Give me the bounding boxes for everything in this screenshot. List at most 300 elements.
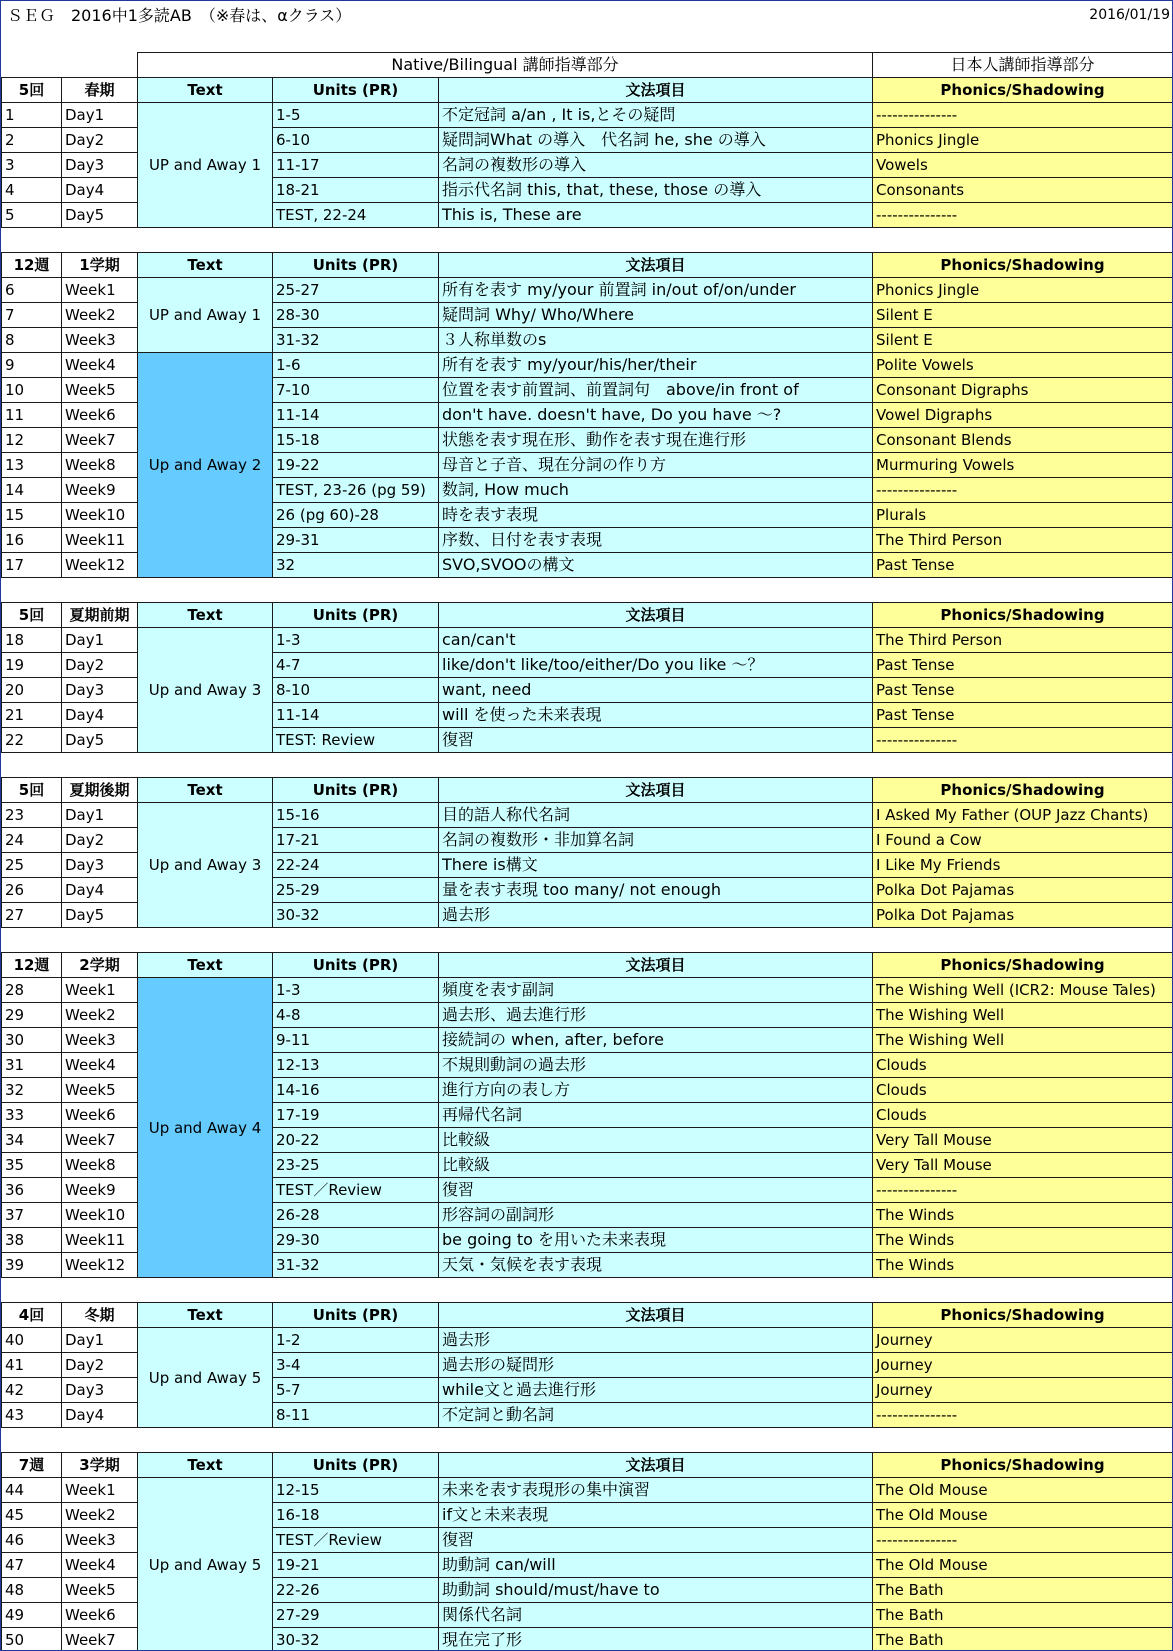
row-units: 11-14 [273,403,439,428]
row-day: Day2 [62,653,138,678]
row-number: 47 [2,1553,62,1578]
row-units: 11-17 [273,153,439,178]
row-day: Week11 [62,1228,138,1253]
row-phonics: The Third Person [873,628,1173,653]
header-phonics: Phonics/Shadowing [873,253,1173,278]
row-day: Day3 [62,1378,138,1403]
row-grammar: don't have. doesn't have, Do you have ～? [439,403,873,428]
row-day: Week5 [62,1078,138,1103]
row-number: 49 [2,1603,62,1628]
spacer-row [2,928,1173,953]
header-text: Text [138,603,273,628]
row-day: Day5 [62,903,138,928]
header-units: Units (PR) [273,78,439,103]
row-units: 18-21 [273,178,439,203]
row-phonics: Clouds [873,1103,1173,1128]
row-grammar: 位置を表す前置詞、前置詞句 above/in front of [439,378,873,403]
row-phonics: I Like My Friends [873,853,1173,878]
row-day: Week7 [62,1628,138,1651]
row-units: 3-4 [273,1353,439,1378]
row-number: 5 [2,203,62,228]
row-units: 19-21 [273,1553,439,1578]
row-grammar: This is, These are [439,203,873,228]
section-term: 2学期 [62,953,138,978]
row-number: 25 [2,853,62,878]
row-phonics: Past Tense [873,553,1173,578]
row-grammar: while文と過去進行形 [439,1378,873,1403]
row-units: 1-3 [273,978,439,1003]
row-grammar: ３人称単数のs [439,328,873,353]
row-phonics: --------------- [873,728,1173,753]
row-grammar: 過去形の疑問形 [439,1353,873,1378]
row-units: 15-16 [273,803,439,828]
row-number: 6 [2,278,62,303]
row-units: TEST: Review [273,728,439,753]
textbook-cell: Up and Away 2 [138,353,273,578]
textbook-cell: UP and Away 1 [138,278,273,353]
row-day: Day2 [62,828,138,853]
row-phonics: Vowel Digraphs [873,403,1173,428]
row-grammar: 助動詞 can/will [439,1553,873,1578]
row-units: 8-10 [273,678,439,703]
row-grammar: 接続詞の when, after, before [439,1028,873,1053]
row-grammar: 時を表す表現 [439,503,873,528]
row-number: 39 [2,1253,62,1278]
row-day: Week8 [62,1153,138,1178]
section-header-row [2,603,1173,628]
row-grammar: 進行方向の表し方 [439,1078,873,1103]
row-units: 29-31 [273,528,439,553]
row-phonics: --------------- [873,1528,1173,1553]
row-units: TEST／Review [273,1178,439,1203]
japanese-banner: 日本人講師指導部分 [873,53,1173,78]
row-number: 3 [2,153,62,178]
row-number: 32 [2,1078,62,1103]
row-phonics: The Third Person [873,528,1173,553]
row-phonics: The Old Mouse [873,1553,1173,1578]
row-number: 46 [2,1528,62,1553]
row-units: 31-32 [273,1253,439,1278]
textbook-cell: Up and Away 5 [138,1328,273,1428]
row-day: Day1 [62,1328,138,1353]
section-header-row [2,778,1173,803]
row-day: Week3 [62,328,138,353]
row-day: Day4 [62,878,138,903]
row-phonics: Past Tense [873,653,1173,678]
row-phonics: The Old Mouse [873,1478,1173,1503]
spacer-row [2,28,1173,53]
spacer-row [2,578,1173,603]
header-phonics: Phonics/Shadowing [873,1303,1173,1328]
row-number: 9 [2,353,62,378]
section-count: 5回 [2,603,62,628]
row-day: Day4 [62,178,138,203]
row-units: 14-16 [273,1078,439,1103]
section-header-row [2,953,1173,978]
row-day: Week12 [62,1253,138,1278]
row-day: Week8 [62,453,138,478]
row-phonics: Murmuring Vowels [873,453,1173,478]
row-grammar: 疑問詞What の導入 代名詞 he, she の導入 [439,128,873,153]
row-number: 27 [2,903,62,928]
row-grammar: 未来を表す表現形の集中演習 [439,1478,873,1503]
row-phonics: --------------- [873,478,1173,503]
row-number: 24 [2,828,62,853]
row-grammar: 数詞, How much [439,478,873,503]
row-day: Week4 [62,353,138,378]
row-phonics: I Asked My Father (OUP Jazz Chants) [873,803,1173,828]
section-term: 1学期 [62,253,138,278]
row-grammar: SVO,SVOOの構文 [439,553,873,578]
row-phonics: The Winds [873,1253,1173,1278]
section-count: 7週 [2,1453,62,1478]
table-row [2,278,1173,303]
header-phonics: Phonics/Shadowing [873,78,1173,103]
row-phonics: The Winds [873,1203,1173,1228]
row-number: 28 [2,978,62,1003]
row-number: 19 [2,653,62,678]
row-units: 26-28 [273,1203,439,1228]
row-grammar: 復習 [439,728,873,753]
row-units: 30-32 [273,903,439,928]
row-day: Day4 [62,1403,138,1428]
row-number: 8 [2,328,62,353]
row-grammar: will を使った未来表現 [439,703,873,728]
row-grammar: 所有を表す my/your/his/her/their [439,353,873,378]
row-units: 17-21 [273,828,439,853]
row-number: 21 [2,703,62,728]
row-day: Day5 [62,203,138,228]
banner-row [2,53,1173,78]
row-number: 50 [2,1628,62,1651]
section-count: 12週 [2,953,62,978]
row-number: 30 [2,1028,62,1053]
row-phonics: The Old Mouse [873,1503,1173,1528]
row-grammar: 過去形 [439,903,873,928]
row-phonics: Polka Dot Pajamas [873,903,1173,928]
row-number: 15 [2,503,62,528]
row-units: 31-32 [273,328,439,353]
row-units: 25-29 [273,878,439,903]
section-header-row [2,253,1173,278]
row-day: Week5 [62,378,138,403]
row-phonics: Clouds [873,1078,1173,1103]
row-grammar: 目的語人称代名詞 [439,803,873,828]
row-grammar: 指示代名詞 this, that, these, those の導入 [439,178,873,203]
table-row [2,103,1173,128]
header-units: Units (PR) [273,603,439,628]
row-number: 34 [2,1128,62,1153]
row-units: 15-18 [273,428,439,453]
row-day: Week2 [62,1503,138,1528]
row-phonics: The Wishing Well [873,1003,1173,1028]
row-grammar: 関係代名詞 [439,1603,873,1628]
row-phonics: The Wishing Well (ICR2: Mouse Tales) [873,978,1173,1003]
row-day: Week6 [62,1603,138,1628]
row-grammar: 比較級 [439,1153,873,1178]
row-units: 28-30 [273,303,439,328]
row-phonics: Phonics Jingle [873,278,1173,303]
row-phonics: Plurals [873,503,1173,528]
row-units: 29-30 [273,1228,439,1253]
table-row [2,978,1173,1003]
row-units: 6-10 [273,128,439,153]
row-day: Week4 [62,1553,138,1578]
header-phonics: Phonics/Shadowing [873,603,1173,628]
row-number: 13 [2,453,62,478]
header-phonics: Phonics/Shadowing [873,1453,1173,1478]
row-phonics: Past Tense [873,703,1173,728]
row-number: 11 [2,403,62,428]
row-units: 9-11 [273,1028,439,1053]
row-units: 1-6 [273,353,439,378]
row-units: 1-2 [273,1328,439,1353]
row-number: 38 [2,1228,62,1253]
header-text: Text [138,778,273,803]
row-day: Week5 [62,1578,138,1603]
header-text: Text [138,253,273,278]
row-grammar: 復習 [439,1528,873,1553]
header-units: Units (PR) [273,1303,439,1328]
row-units: TEST／Review [273,1528,439,1553]
header-grammar: 文法項目 [439,78,873,103]
section-count: 12週 [2,253,62,278]
row-units: 1-3 [273,628,439,653]
row-grammar: 助動詞 should/must/have to [439,1578,873,1603]
row-number: 12 [2,428,62,453]
row-phonics: Journey [873,1378,1173,1403]
row-number: 23 [2,803,62,828]
table-row [2,353,1173,378]
row-grammar: want, need [439,678,873,703]
section-term: 春期 [62,78,138,103]
row-number: 17 [2,553,62,578]
row-day: Week3 [62,1028,138,1053]
section-term: 3学期 [62,1453,138,1478]
row-grammar: 名詞の複数形の導入 [439,153,873,178]
row-units: TEST, 22-24 [273,203,439,228]
table-row [2,1328,1173,1353]
textbook-cell: Up and Away 3 [138,628,273,753]
row-grammar: 疑問詞 Why/ Who/Where [439,303,873,328]
row-day: Week10 [62,503,138,528]
row-day: Day3 [62,853,138,878]
row-grammar: 序数、日付を表す表現 [439,528,873,553]
row-grammar: 再帰代名詞 [439,1103,873,1128]
row-grammar: 母音と子音、現在分詞の作り方 [439,453,873,478]
row-phonics: Consonant Blends [873,428,1173,453]
row-number: 42 [2,1378,62,1403]
row-phonics: --------------- [873,203,1173,228]
row-grammar: 過去形 [439,1328,873,1353]
row-units: 26 (pg 60)-28 [273,503,439,528]
header-grammar: 文法項目 [439,603,873,628]
row-day: Day3 [62,678,138,703]
header-units: Units (PR) [273,778,439,803]
header-text: Text [138,78,273,103]
header-units: Units (PR) [273,1453,439,1478]
table-row [2,1478,1173,1503]
row-number: 33 [2,1103,62,1128]
row-day: Week6 [62,403,138,428]
row-number: 18 [2,628,62,653]
row-units: 4-7 [273,653,439,678]
header-units: Units (PR) [273,253,439,278]
row-phonics: Very Tall Mouse [873,1128,1173,1153]
table-row [2,628,1173,653]
row-units: 30-32 [273,1628,439,1651]
header-phonics: Phonics/Shadowing [873,953,1173,978]
row-phonics: The Bath [873,1603,1173,1628]
spacer-row [2,753,1173,778]
row-grammar: 名詞の複数形・非加算名詞 [439,828,873,853]
row-grammar: 頻度を表す副詞 [439,978,873,1003]
row-day: Week3 [62,1528,138,1553]
row-units: 19-22 [273,453,439,478]
header-text: Text [138,953,273,978]
row-phonics: I Found a Cow [873,828,1173,853]
row-number: 37 [2,1203,62,1228]
row-day: Day3 [62,153,138,178]
textbook-cell: Up and Away 3 [138,803,273,928]
row-number: 31 [2,1053,62,1078]
row-number: 14 [2,478,62,503]
row-grammar: 形容詞の副詞形 [439,1203,873,1228]
row-grammar: 不規則動詞の過去形 [439,1053,873,1078]
section-header-row [2,1453,1173,1478]
row-grammar: 不定冠詞 a/an , It is,とその疑問 [439,103,873,128]
row-day: Week2 [62,303,138,328]
row-day: Day1 [62,103,138,128]
row-number: 26 [2,878,62,903]
table-row [2,803,1173,828]
row-day: Week9 [62,1178,138,1203]
spacer-row [2,1278,1173,1303]
section-header-row [2,1303,1173,1328]
row-number: 22 [2,728,62,753]
row-units: 5-7 [273,1378,439,1403]
row-phonics: The Bath [873,1628,1173,1651]
row-number: 45 [2,1503,62,1528]
row-phonics: Consonants [873,178,1173,203]
header-text: Text [138,1453,273,1478]
row-grammar: 復習 [439,1178,873,1203]
row-units: 1-5 [273,103,439,128]
row-grammar: 現在完了形 [439,1628,873,1651]
row-grammar: 状態を表す現在形、動作を表す現在進行形 [439,428,873,453]
row-phonics: Vowels [873,153,1173,178]
row-grammar: can/can't [439,628,873,653]
title-row [1,1,1172,28]
schedule-table [1,28,1173,1651]
row-day: Week7 [62,1128,138,1153]
row-units: 12-15 [273,1478,439,1503]
row-day: Week1 [62,1478,138,1503]
header-units: Units (PR) [273,953,439,978]
row-units: TEST, 23-26 (pg 59) [273,478,439,503]
row-day: Week1 [62,978,138,1003]
textbook-cell: Up and Away 5 [138,1478,273,1651]
row-units: 25-27 [273,278,439,303]
row-number: 4 [2,178,62,203]
header-phonics: Phonics/Shadowing [873,778,1173,803]
header-grammar: 文法項目 [439,1453,873,1478]
row-units: 4-8 [273,1003,439,1028]
header-grammar: 文法項目 [439,953,873,978]
row-units: 20-22 [273,1128,439,1153]
native-banner: Native/Bilingual 講師指導部分 [138,53,873,78]
section-term: 夏期前期 [62,603,138,628]
row-phonics: --------------- [873,1178,1173,1203]
row-day: Day2 [62,128,138,153]
row-day: Week1 [62,278,138,303]
row-number: 1 [2,103,62,128]
row-number: 41 [2,1353,62,1378]
spacer-row [2,1428,1173,1453]
row-units: 23-25 [273,1153,439,1178]
row-units: 22-26 [273,1578,439,1603]
row-day: Week7 [62,428,138,453]
sheet-title: ＳＥＧ 2016中1多読AB （※春は、αクラス） [7,6,352,25]
row-number: 44 [2,1478,62,1503]
row-grammar: 天気・気候を表す表現 [439,1253,873,1278]
row-phonics: Phonics Jingle [873,128,1173,153]
row-grammar: be going to を用いた未来表現 [439,1228,873,1253]
row-phonics: Very Tall Mouse [873,1153,1173,1178]
row-phonics: Polite Vowels [873,353,1173,378]
row-day: Day1 [62,803,138,828]
row-day: Day2 [62,1353,138,1378]
row-phonics: --------------- [873,103,1173,128]
row-day: Day1 [62,628,138,653]
row-grammar: 比較級 [439,1128,873,1153]
row-phonics: Clouds [873,1053,1173,1078]
row-day: Day5 [62,728,138,753]
row-day: Week10 [62,1203,138,1228]
row-number: 20 [2,678,62,703]
row-grammar: 所有を表す my/your 前置詞 in/out of/on/under [439,278,873,303]
row-day: Week2 [62,1003,138,1028]
row-number: 2 [2,128,62,153]
row-grammar: like/don't like/too/either/Do you like ～？ [439,653,873,678]
row-number: 7 [2,303,62,328]
textbook-cell: UP and Away 1 [138,103,273,228]
section-term: 夏期後期 [62,778,138,803]
row-phonics: The Bath [873,1578,1173,1603]
row-units: 27-29 [273,1603,439,1628]
row-phonics: The Winds [873,1228,1173,1253]
row-day: Week12 [62,553,138,578]
row-number: 40 [2,1328,62,1353]
row-units: 32 [273,553,439,578]
sheet-date: 2016/01/19 [1089,6,1170,23]
row-day: Week11 [62,528,138,553]
section-count: 5回 [2,78,62,103]
row-phonics: Journey [873,1353,1173,1378]
row-day: Week6 [62,1103,138,1128]
row-grammar: There is構文 [439,853,873,878]
section-count: 4回 [2,1303,62,1328]
row-number: 35 [2,1153,62,1178]
row-number: 10 [2,378,62,403]
row-phonics: --------------- [873,1403,1173,1428]
row-phonics: Polka Dot Pajamas [873,878,1173,903]
row-units: 17-19 [273,1103,439,1128]
spacer-row [2,228,1173,253]
row-number: 16 [2,528,62,553]
row-phonics: Journey [873,1328,1173,1353]
row-day: Week4 [62,1053,138,1078]
